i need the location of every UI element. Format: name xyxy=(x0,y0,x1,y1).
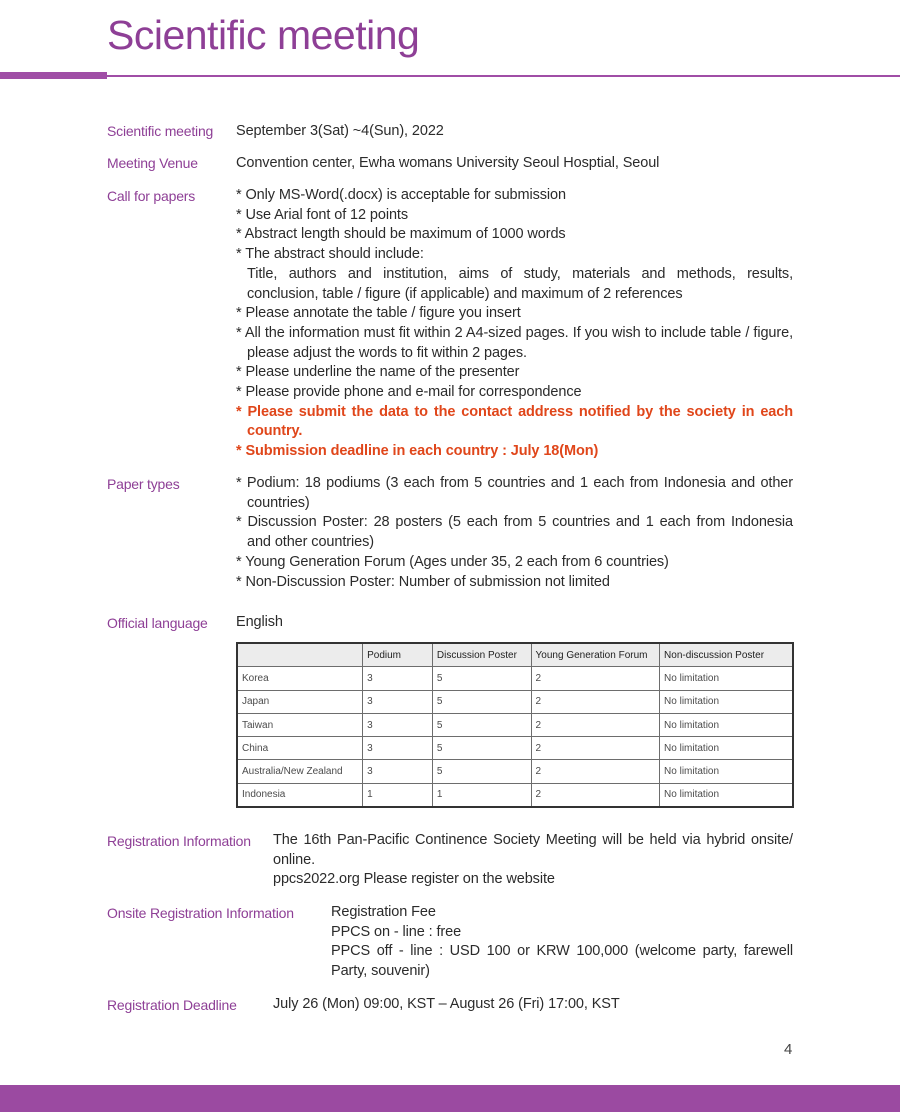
registration-website: ppcs2022.org Please register on the website xyxy=(273,871,555,888)
call-item: * Please underline the name of the presenter xyxy=(236,364,520,381)
table-cell: Japan xyxy=(237,690,363,713)
table-row xyxy=(237,760,793,783)
table-cell: China xyxy=(237,737,363,760)
table-row xyxy=(237,737,793,760)
meeting-label: Scientific meeting xyxy=(107,123,214,139)
meeting-date: September 3(Sat) ~4(Sun), 2022 xyxy=(236,123,444,139)
table-cell: Taiwan xyxy=(237,713,363,736)
language-label: Official language xyxy=(107,615,208,631)
onsite-line: PPCS off - line : USD 100 or KRW 100,000 (welcome party, farewell Party, souvenir) xyxy=(331,943,793,980)
table-cell: 3 xyxy=(363,737,433,760)
table-cell: 2 xyxy=(531,760,659,783)
table-cell: 2 xyxy=(531,737,659,760)
table-cell: 2 xyxy=(531,690,659,713)
table-cell: 5 xyxy=(432,667,531,690)
table-cell: 5 xyxy=(432,690,531,713)
deadline-label: Registration Deadline xyxy=(107,997,237,1013)
table-row xyxy=(237,713,793,736)
table-row xyxy=(237,667,793,690)
call-item: * Abstract length should be maximum of 1000 words xyxy=(236,226,566,243)
call-item-highlight: * Please submit the data to the contact address notified by the society in each country. xyxy=(236,403,793,440)
call-item: * Only MS-Word(.docx) is acceptable for submission xyxy=(236,187,566,203)
submission-table xyxy=(236,642,794,808)
call-item: * Use Arial font of 12 points xyxy=(236,206,409,223)
table-cell: Indonesia xyxy=(237,783,363,807)
table-header-cell xyxy=(237,643,363,667)
table-cell: Korea xyxy=(237,667,363,690)
table-cell: 3 xyxy=(363,713,433,736)
table-header-cell: Podium xyxy=(363,643,433,667)
header-rule-accent xyxy=(0,72,107,79)
table-cell: 5 xyxy=(432,760,531,783)
table-header-cell: Discussion Poster xyxy=(432,643,531,667)
onsite-info xyxy=(331,903,793,982)
paper-type-item: * Non-Discussion Poster: Number of submission not limited xyxy=(236,573,610,590)
deadline-value: July 26 (Mon) 09:00, KST – August 26 (Fri) 17:00, KST xyxy=(273,996,620,1012)
call-item-detail: Title, authors and institution, aims of study, materials and methods, results, conclusion, table / figure (if applicable) and maximum of 2 references xyxy=(247,265,793,302)
table-cell: No limitation xyxy=(660,737,793,760)
paper-type-item: * Young Generation Forum (Ages under 35, 2 each from 6 countries) xyxy=(236,553,669,570)
registration-line: The 16th Pan-Pacific Continence Society Meeting will be held via hybrid onsite/ online. xyxy=(273,832,793,868)
table-cell: 1 xyxy=(432,783,531,807)
table-cell: No limitation xyxy=(660,690,793,713)
table-cell: Australia/New Zealand xyxy=(237,760,363,783)
table-cell: 3 xyxy=(363,690,433,713)
registration-info xyxy=(273,831,793,890)
call-item: * All the information must fit within 2 A4-sized pages. If you wish to include table / figure, please adjust the words to fit within 2 pages. xyxy=(236,324,793,361)
table-cell: 5 xyxy=(432,713,531,736)
table-header-cell: Non-discussion Poster xyxy=(660,643,793,667)
call-label: Call for papers xyxy=(107,188,196,204)
onsite-label: Onsite Registration Information xyxy=(107,905,294,921)
call-item-deadline: * Submission deadline in each country : July 18(Mon) xyxy=(236,443,599,460)
table-cell: 3 xyxy=(363,760,433,783)
paper-type-item: * Podium: 18 podiums (3 each from 5 countries and 1 each from Indonesia and other countries) xyxy=(236,475,793,511)
footer-bar xyxy=(0,1085,900,1112)
call-item: * Please provide phone and e-mail for correspondence xyxy=(236,384,582,401)
onsite-line: PPCS on - line : free xyxy=(331,923,462,940)
table-cell: 2 xyxy=(531,667,659,690)
table-cell: 3 xyxy=(363,667,433,690)
call-item: * The abstract should include: xyxy=(236,246,424,263)
table-row xyxy=(237,783,793,807)
call-item: * Please annotate the table / figure you insert xyxy=(236,305,521,322)
table-cell: 1 xyxy=(363,783,433,807)
venue-label: Meeting Venue xyxy=(107,155,198,171)
page-number: 4 xyxy=(784,1041,793,1058)
call-list xyxy=(236,186,793,462)
table-cell: No limitation xyxy=(660,783,793,807)
table-cell: 2 xyxy=(531,713,659,736)
page-title: Scientific meeting xyxy=(107,12,420,58)
paper-types-list xyxy=(236,474,793,592)
table-cell: No limitation xyxy=(660,713,793,736)
table-cell: 2 xyxy=(531,783,659,807)
table-cell: No limitation xyxy=(660,667,793,690)
registration-label: Registration Information xyxy=(107,833,251,849)
table-header-row xyxy=(237,643,793,667)
language-value: English xyxy=(236,614,283,630)
table-cell: 5 xyxy=(432,737,531,760)
venue-value: Convention center, Ewha womans University Seoul Hosptial, Seoul xyxy=(236,155,660,171)
table-cell: No limitation xyxy=(660,760,793,783)
paper-type-item: * Discussion Poster: 28 posters (5 each from 5 countries and 1 each from Indonesia and other countries) xyxy=(236,514,793,551)
header-rule xyxy=(107,75,900,77)
onsite-line: Registration Fee xyxy=(331,904,436,920)
table-row xyxy=(237,690,793,713)
paper-types-label: Paper types xyxy=(107,476,180,492)
table-header-cell: Young Generation Forum xyxy=(531,643,659,667)
